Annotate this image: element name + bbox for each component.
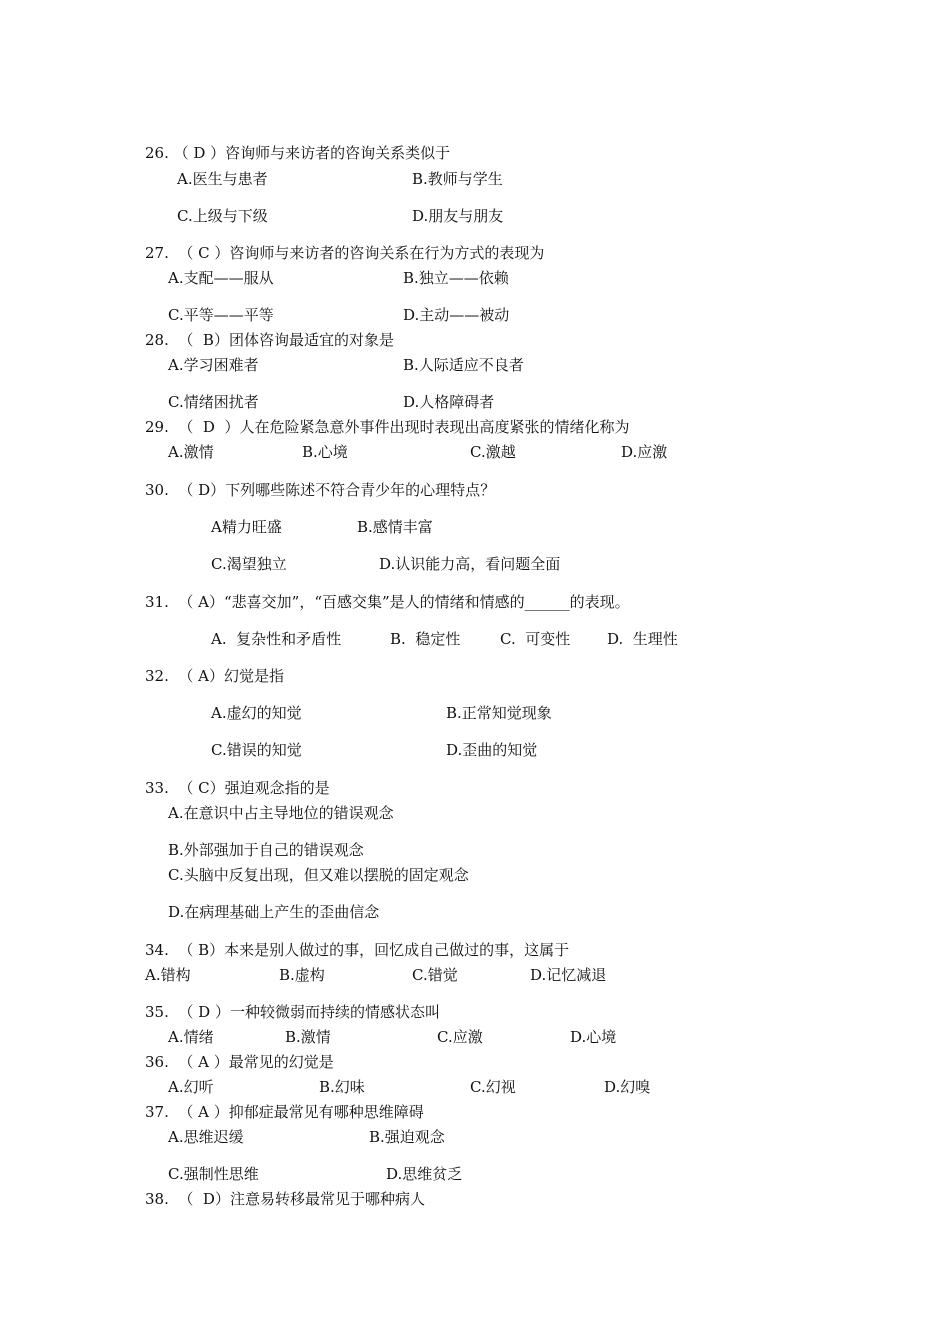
question-35-option-b: B.激情 (285, 1028, 331, 1046)
question-32-option-a: A.虚幻的知觉 (211, 704, 302, 722)
question-36-option-a: A.幻听 (168, 1078, 214, 1096)
question-31-option-a: A. 复杂性和矛盾性 (211, 630, 342, 648)
question-28-stem: 28. （ B）团体咨询最适宜的对象是 (145, 331, 394, 349)
question-33-option-d: D.在病理基础上产生的歪曲信念 (168, 903, 380, 921)
question-28-option-c: C.情绪困扰者 (168, 393, 259, 411)
question-32-stem: 32. （ A）幻觉是指 (145, 667, 284, 685)
question-26-option-c: C.上级与下级 (177, 207, 268, 225)
question-33-option-c: C.头脑中反复出现，但又难以摆脱的固定观念 (168, 866, 469, 884)
question-35-stem: 35. （ D ）一种较微弱而持续的情感状态叫 (145, 1003, 440, 1021)
question-26-stem: 26. （ D ）咨询师与来访者的咨询关系类似于 (145, 144, 451, 162)
question-27-stem: 27. （ C ）咨询师与来访者的咨询关系在行为方式的表现为 (145, 244, 545, 262)
question-27-option-b: B.独立——依赖 (403, 269, 509, 287)
question-34-option-d: D.记忆减退 (530, 966, 607, 984)
question-31-option-b: B. 稳定性 (390, 630, 461, 648)
question-33-stem: 33. （ C）强迫观念指的是 (145, 779, 330, 797)
question-26-option-a: A.医生与患者 (177, 170, 268, 188)
question-31-stem: 31. （ A）“悲喜交加”，“百感交集”是人的情绪和情感的______的表现。 (145, 593, 630, 611)
question-27-option-c: C.平等——平等 (168, 306, 274, 324)
question-32-option-b: B.正常知觉现象 (446, 704, 552, 722)
question-27-option-d: D.主动——被动 (403, 306, 510, 324)
question-31-option-c: C. 可变性 (500, 630, 571, 648)
question-38-stem: 38. （ D）注意易转移最常见于哪种病人 (145, 1190, 425, 1208)
question-33-option-a: A.在意识中占主导地位的错误观念 (168, 804, 394, 822)
question-37-stem: 37. （ A ）抑郁症最常见有哪种思维障碍 (145, 1103, 424, 1121)
question-36-option-d: D.幻嗅 (604, 1078, 651, 1096)
question-36-option-b: B.幻味 (319, 1078, 365, 1096)
question-30-stem: 30. （ D）下列哪些陈述不符合青少年的心理特点？ (145, 481, 496, 499)
question-32-option-c: C.错误的知觉 (211, 741, 302, 759)
question-29-stem: 29. （ D ）人在危险紧急意外事件出现时表现出高度紧张的情绪化称为 (145, 418, 630, 436)
question-33-option-b: B.外部强加于自己的错误观念 (168, 841, 364, 859)
question-36-stem: 36. （ A ）最常见的幻觉是 (145, 1053, 334, 1071)
question-34-option-c: C.错觉 (412, 966, 458, 984)
question-27-option-a: A.支配——服从 (168, 269, 274, 287)
question-34-stem: 34. （ B）本来是别人做过的事，回忆成自己做过的事，这属于 (145, 941, 570, 959)
question-36-option-c: C.幻视 (470, 1078, 516, 1096)
question-37-option-d: D.思维贫乏 (386, 1165, 463, 1183)
question-30-option-b: B.感情丰富 (357, 518, 433, 536)
question-35-option-a: A.情绪 (168, 1028, 214, 1046)
question-37-option-a: A.思维迟缓 (168, 1128, 244, 1146)
question-29-option-d: D.应激 (621, 443, 668, 461)
question-28-option-b: B.人际适应不良者 (403, 356, 524, 374)
question-28-option-d: D.人格障碍者 (403, 393, 495, 411)
question-30-option-d: D.认识能力高，看问题全面 (379, 555, 561, 573)
question-26-option-b: B.教师与学生 (412, 170, 503, 188)
question-31-option-d: D. 生理性 (607, 630, 678, 648)
question-35-option-c: C.应激 (437, 1028, 483, 1046)
question-37-option-c: C.强制性思维 (168, 1165, 259, 1183)
question-37-option-b: B.强迫观念 (369, 1128, 445, 1146)
question-29-option-a: A.激情 (168, 443, 214, 461)
question-29-option-b: B.心境 (302, 443, 348, 461)
question-34-option-b: B.虚构 (279, 966, 325, 984)
question-29-option-c: C.激越 (470, 443, 516, 461)
question-32-option-d: D.歪曲的知觉 (446, 741, 538, 759)
question-30-option-c: C.渴望独立 (211, 555, 287, 573)
question-26-option-d: D.朋友与朋友 (412, 207, 504, 225)
question-30-option-a: A精力旺盛 (211, 518, 282, 536)
question-35-option-d: D.心境 (570, 1028, 617, 1046)
question-28-option-a: A.学习困难者 (168, 356, 259, 374)
question-34-option-a: A.错构 (145, 966, 191, 984)
